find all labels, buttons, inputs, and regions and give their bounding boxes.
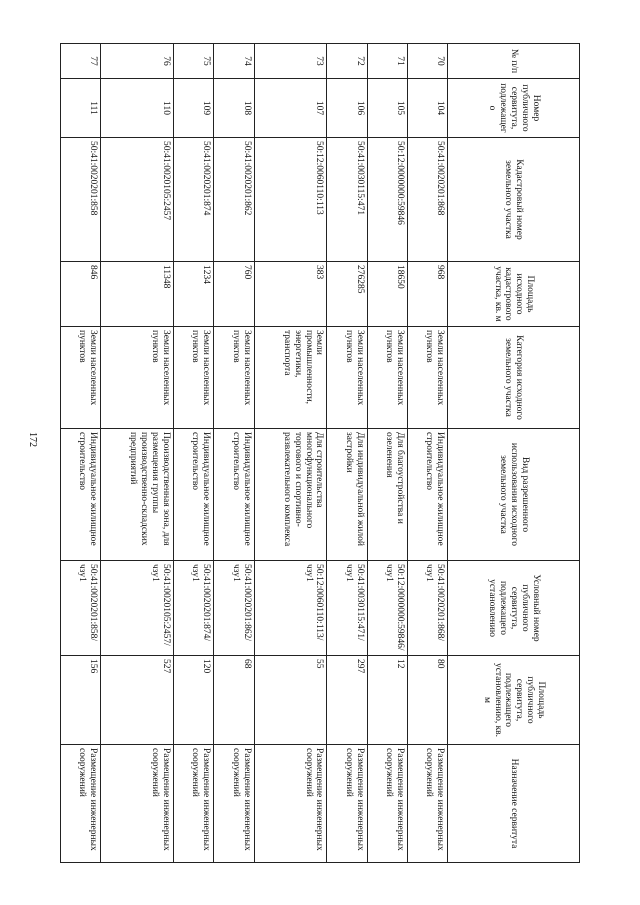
cell-land-category: Земли населенных пунктов xyxy=(214,327,254,429)
cell-permitted-use: Для строительства многофункционального торгового и спортивно-развлекательного комплекса xyxy=(254,429,327,561)
cell-cadastral-number: 50:41:0020201:862 xyxy=(214,138,254,262)
cell-permitted-use: Индивидуальное жилищное строительство xyxy=(174,429,214,561)
cell-servitude-purpose: Размещение инженерных сооружений xyxy=(367,745,407,863)
servitude-table-container xyxy=(60,43,580,863)
cell-row-number: 76 xyxy=(101,44,174,79)
cell-parcel-area: 11348 xyxy=(101,262,174,327)
cell-parcel-area: 18650 xyxy=(367,262,407,327)
cell-parcel-area: 1234 xyxy=(174,262,214,327)
cell-parcel-area: 383 xyxy=(254,262,327,327)
header-permitted-use: Вид разрешенного использования исходного земельного участка xyxy=(448,429,580,561)
table-row xyxy=(61,44,101,863)
cell-land-category: Земли населенных пунктов xyxy=(61,327,101,429)
cell-servitude-area: 80 xyxy=(407,656,447,745)
cell-row-number: 71 xyxy=(367,44,407,79)
cell-cadastral-number: 50:12:0060110:113 xyxy=(254,138,327,262)
cell-parcel-area: 968 xyxy=(407,262,447,327)
cell-cadastral-number: 50:41:0020201:858 xyxy=(61,138,101,262)
cell-conditional-number: 50:41:0020201:868/чзу1 xyxy=(407,561,447,656)
cell-land-category: Земли промышленности, энергетики, транспорта xyxy=(254,327,327,429)
cell-servitude-number: 111 xyxy=(61,79,101,138)
cell-parcel-area: 276285 xyxy=(327,262,367,327)
cell-permitted-use: Для благоустройства и озеленения xyxy=(367,429,407,561)
cell-servitude-area: 12 xyxy=(367,656,407,745)
cell-permitted-use: Индивидуальное жилищное строительство xyxy=(61,429,101,561)
cell-land-category: Земли населенных пунктов xyxy=(407,327,447,429)
cell-cadastral-number: 50:12:0000000:59846 xyxy=(367,138,407,262)
cell-land-category: Земли населенных пунктов xyxy=(101,327,174,429)
cell-land-category: Земли населенных пунктов xyxy=(174,327,214,429)
table-header-row xyxy=(448,44,580,863)
cell-conditional-number: 50:12:0000000:59846/чзу1 xyxy=(367,561,407,656)
header-purpose: Назначение сервитута xyxy=(448,745,580,863)
servitude-table xyxy=(60,43,580,863)
cell-cadastral-number: 50:41:0020105:2457 xyxy=(101,138,174,262)
header-cadastral-number: Кадастровый номер земельного участка xyxy=(448,138,580,262)
cell-parcel-area: 846 xyxy=(61,262,101,327)
header-servitude-number: Номер публичного сервитута, подлежащего xyxy=(448,79,580,138)
table-row xyxy=(214,44,254,863)
header-area: Площадь исходного кадастрового участка, кв. м xyxy=(448,262,580,327)
cell-servitude-purpose: Размещение инженерных сооружений xyxy=(101,745,174,863)
table-row xyxy=(367,44,407,863)
cell-conditional-number: 50:41:0020201:862/чзу1 xyxy=(214,561,254,656)
cell-row-number: 74 xyxy=(214,44,254,79)
cell-servitude-number: 107 xyxy=(254,79,327,138)
cell-servitude-number: 106 xyxy=(327,79,367,138)
cell-row-number: 72 xyxy=(327,44,367,79)
cell-conditional-number: 50:41:0030115:471/чзу1 xyxy=(327,561,367,656)
page-number: 172 xyxy=(27,432,38,447)
cell-servitude-area: 120 xyxy=(174,656,214,745)
cell-conditional-number: 50:41:0020105:2457/чзу1 xyxy=(101,561,174,656)
cell-servitude-purpose: Размещение инженерных сооружений xyxy=(407,745,447,863)
cell-servitude-area: 527 xyxy=(101,656,174,745)
cell-cadastral-number: 50:41:0020201:874 xyxy=(174,138,214,262)
header-category: Категория исходного земельного участка xyxy=(448,327,580,429)
cell-servitude-area: 297 xyxy=(327,656,367,745)
cell-permitted-use: Для индивидуальной жилой застройки xyxy=(327,429,367,561)
cell-servitude-purpose: Размещение инженерных сооружений xyxy=(327,745,367,863)
cell-servitude-number: 108 xyxy=(214,79,254,138)
cell-servitude-purpose: Размещение инженерных сооружений xyxy=(61,745,101,863)
cell-servitude-purpose: Размещение инженерных сооружений xyxy=(174,745,214,863)
cell-servitude-purpose: Размещение инженерных сооружений xyxy=(254,745,327,863)
cell-permitted-use: Индивидуальное жилищное строительство xyxy=(407,429,447,561)
cell-servitude-number: 105 xyxy=(367,79,407,138)
table-row xyxy=(327,44,367,863)
cell-permitted-use: Индивидуальное жилищное строительство xyxy=(214,429,254,561)
cell-cadastral-number: 50:41:0020201:868 xyxy=(407,138,447,262)
cell-parcel-area: 760 xyxy=(214,262,254,327)
cell-servitude-area: 55 xyxy=(254,656,327,745)
header-conditional-number: Условный номер публичного сервитута, подлежащего установлению xyxy=(448,561,580,656)
cell-servitude-area: 156 xyxy=(61,656,101,745)
header-num: № п/п xyxy=(448,44,580,79)
cell-conditional-number: 50:12:0060110:113/чзу1 xyxy=(254,561,327,656)
table-row xyxy=(101,44,174,863)
cell-land-category: Земли населенных пунктов xyxy=(327,327,367,429)
cell-servitude-number: 109 xyxy=(174,79,214,138)
cell-permitted-use: Производственная зона, для размещения группы производственно-складских предприятий xyxy=(101,429,174,561)
cell-row-number: 70 xyxy=(407,44,447,79)
cell-servitude-number: 110 xyxy=(101,79,174,138)
cell-conditional-number: 50:41:0020201:858/чзу1 xyxy=(61,561,101,656)
table-row xyxy=(254,44,327,863)
header-servitude-area: Площадь публичного сервитута, подлежащего установлению, кв. м xyxy=(448,656,580,745)
cell-land-category: Земли населенных пунктов xyxy=(367,327,407,429)
cell-row-number: 77 xyxy=(61,44,101,79)
cell-row-number: 73 xyxy=(254,44,327,79)
cell-servitude-area: 68 xyxy=(214,656,254,745)
table-row xyxy=(407,44,447,863)
cell-servitude-number: 104 xyxy=(407,79,447,138)
table-row xyxy=(174,44,214,863)
cell-row-number: 75 xyxy=(174,44,214,79)
cell-conditional-number: 50:41:0020201:874/чзу1 xyxy=(174,561,214,656)
cell-servitude-purpose: Размещение инженерных сооружений xyxy=(214,745,254,863)
cell-cadastral-number: 50:41:0030115:471 xyxy=(327,138,367,262)
